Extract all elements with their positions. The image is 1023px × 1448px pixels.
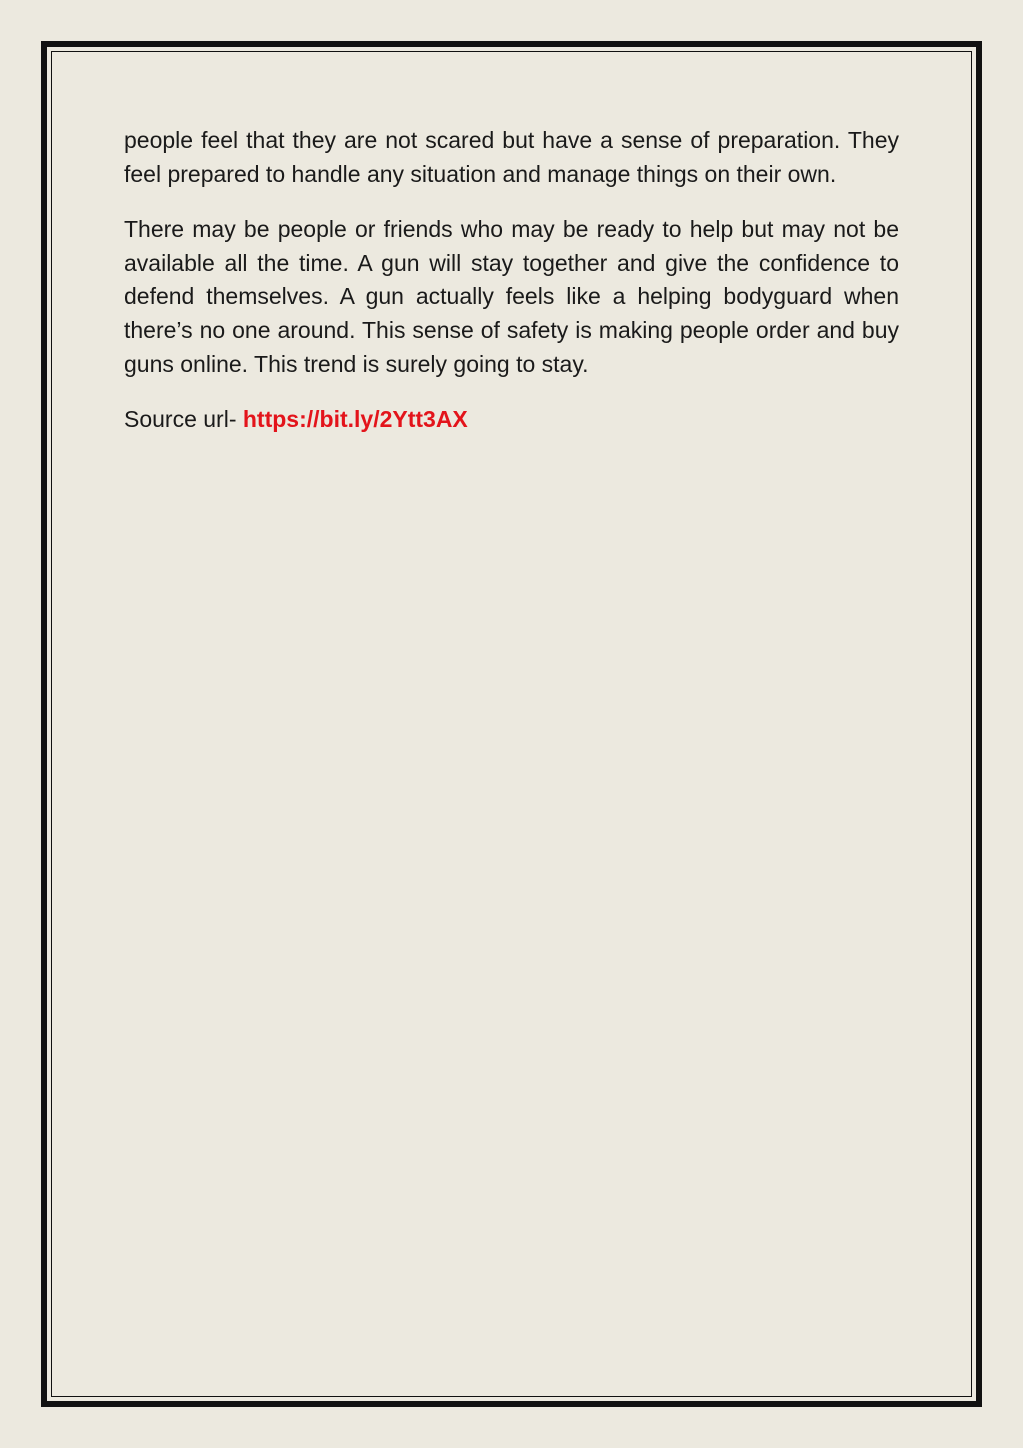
source-url-link[interactable]: https://bit.ly/2Ytt3AX xyxy=(242,406,468,433)
source-line xyxy=(124,403,899,437)
paragraph-1: people feel that they are not scared but have a sense of preparation. They feel prepared to handle any situation and manage things on their own. xyxy=(124,127,899,187)
paragraph-2: There may be people or friends who may be ready to help but may not be available all the time. A gun will stay together and give the confidence to defend themselves. A gun actually feels like a helping bodyguard when there’s no one around. This sense of safety is making people order and buy guns online. This trend is surely going to stay. xyxy=(124,216,899,377)
document-body xyxy=(124,124,899,437)
source-label: Source url- xyxy=(124,406,243,433)
